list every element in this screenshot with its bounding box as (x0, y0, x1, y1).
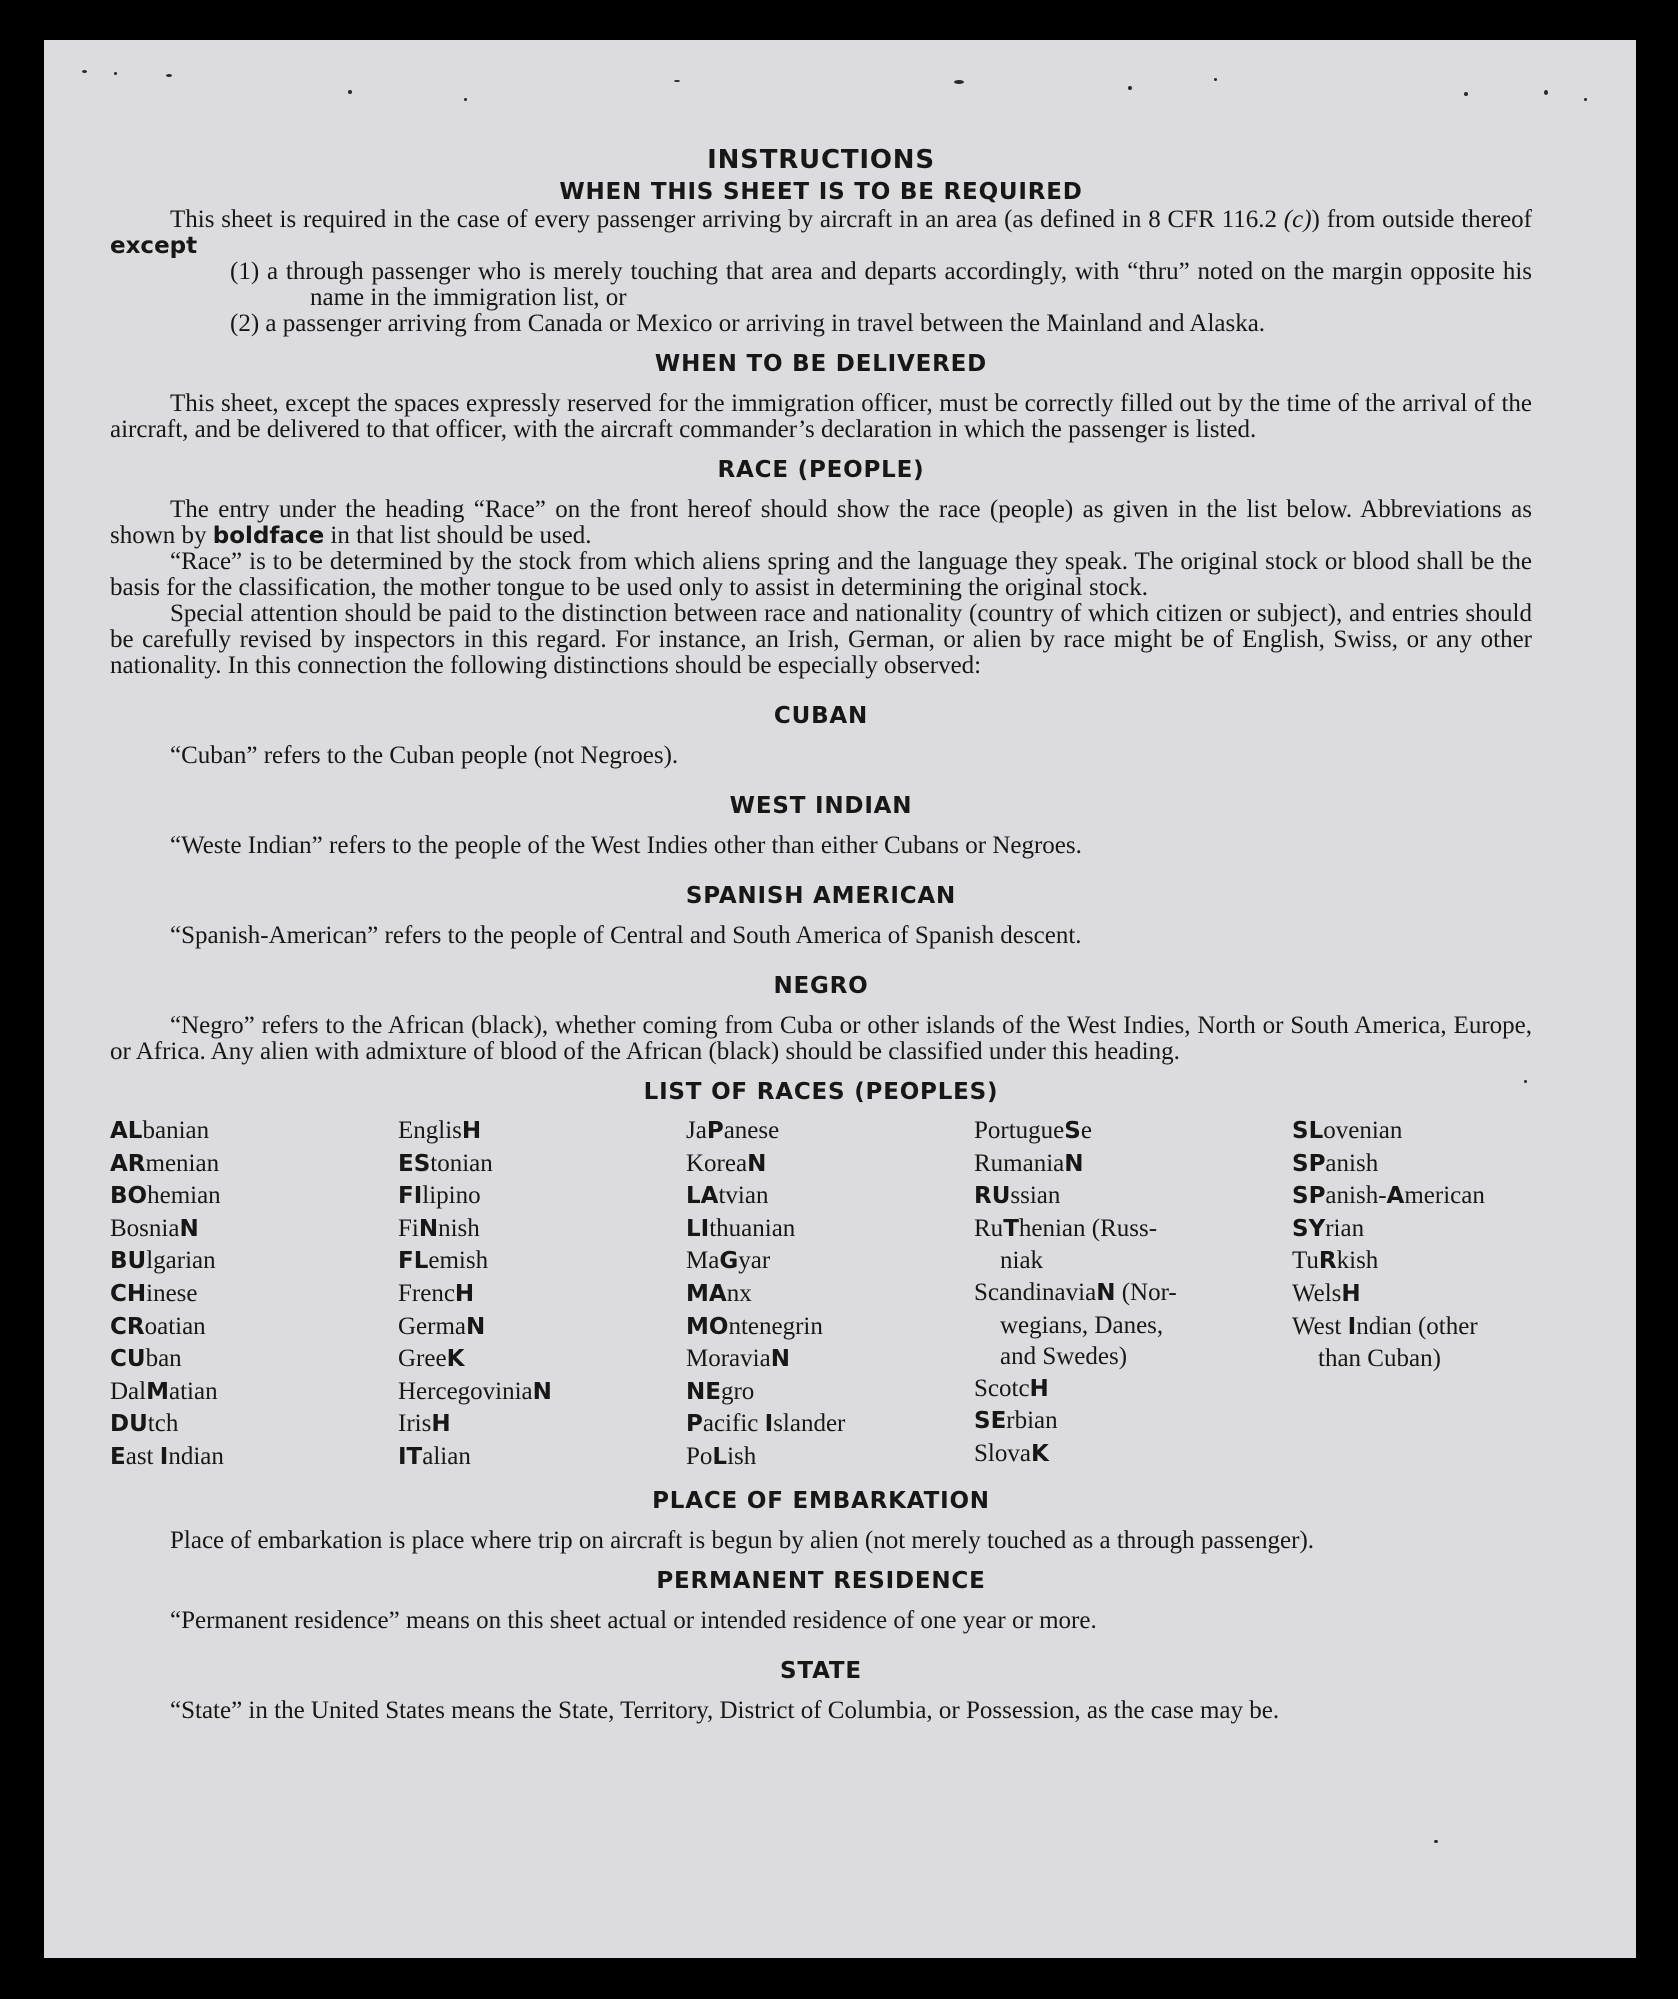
race-text: anish (1325, 1149, 1379, 1177)
race-entry (110, 1278, 398, 1311)
race-entry (398, 1376, 686, 1409)
race-abbreviation: E (110, 1443, 126, 1470)
race-abbreviation: P (686, 1411, 703, 1438)
race-text: inese (146, 1279, 198, 1307)
negro-heading: NEGRO (773, 973, 869, 999)
race-abbreviation: ES (398, 1150, 431, 1177)
instructions-title: INSTRUCTIONS (707, 145, 935, 175)
race-entry (110, 1376, 398, 1409)
race-continuation-text: and Swedes) (1000, 1343, 1128, 1371)
race-text: Hercegovinia (398, 1377, 533, 1405)
race-text: ovenian (1323, 1117, 1403, 1144)
race-entry (110, 1180, 398, 1213)
races-column-3 (686, 1115, 974, 1474)
race-text: henian (Russ- (1018, 1214, 1158, 1242)
race-text: gro (720, 1377, 755, 1405)
race-abbreviation: I (764, 1411, 774, 1438)
race-abbreviation: BO (110, 1183, 148, 1210)
race-abbreviation: LI (686, 1215, 710, 1242)
race-text: ndian (168, 1442, 224, 1470)
race-abbreviation: R (1318, 1248, 1337, 1275)
race-text: slander (773, 1410, 846, 1438)
boldface-emphasis: boldface (212, 523, 325, 549)
race-text: Fi (398, 1214, 419, 1242)
race-entry (1292, 1115, 1532, 1148)
race-entry (974, 1405, 1292, 1438)
race-entry (110, 1245, 398, 1278)
race-abbreviation: NE (686, 1378, 721, 1405)
race-text: Frenc (398, 1279, 455, 1307)
race-abbreviation: CH (110, 1280, 147, 1307)
race-paragraph-3: Special attention should be paid to the distinction between race and nationality (country of which citizen or subject), and entries should be carefully revised by inspectors in this regard. For instance, an Irish, German, or alien by race might be of English, Swiss, or any other nationality. In this connection the following distinctions should be especially observed: (110, 600, 1532, 679)
race-text: Tu (1292, 1247, 1319, 1275)
embarkation-heading: PLACE OF EMBARKATION (652, 1487, 990, 1514)
race-abbreviation: SP (1292, 1150, 1326, 1177)
races-column-4 (974, 1115, 1292, 1474)
race-abbreviation: K (1030, 1440, 1049, 1467)
race-abbreviation: SL (1292, 1118, 1324, 1144)
race-text: tch (147, 1410, 179, 1438)
race-abbreviation: FI (398, 1183, 423, 1210)
race-text: e (1080, 1117, 1092, 1144)
race-paragraph-2: “Race” is to be determined by the stock from which aliens spring and the language they speak. The original stock or blood shall be the basis for the classification, the mother tongue to be used only to assist in determining the original stock. (110, 548, 1532, 601)
race-abbreviation: SY (1292, 1215, 1326, 1242)
race-abbreviation: L (712, 1443, 728, 1470)
race-text: Moravia (686, 1345, 771, 1373)
race-entry (686, 1213, 974, 1246)
race-text: anish- (1325, 1182, 1387, 1210)
race-entry (1292, 1311, 1532, 1344)
race-abbreviation: H (431, 1411, 451, 1438)
race-entry (686, 1245, 974, 1278)
race-text: kish (1336, 1247, 1379, 1275)
race-entry (110, 1343, 398, 1376)
race-text: Dal (110, 1377, 147, 1405)
races-column-5 (1292, 1115, 1532, 1474)
instructions-content (110, 143, 1532, 1724)
race-entry (110, 1408, 398, 1441)
race-abbreviation: LA (686, 1183, 719, 1210)
state-heading: STATE (780, 1657, 862, 1684)
race-text: Germa (398, 1312, 467, 1340)
race-entry (398, 1213, 686, 1246)
race-entry (686, 1278, 974, 1311)
race-text: atian (169, 1377, 218, 1405)
race-text: Wels (1292, 1279, 1342, 1307)
race-entry (398, 1245, 686, 1278)
except-emphasis: except (110, 233, 198, 259)
race-text: hemian (147, 1182, 221, 1210)
race-text: nx (726, 1279, 752, 1307)
race-text: lgarian (146, 1247, 216, 1275)
race-abbreviation: N (747, 1150, 767, 1177)
race-abbreviation: IT (398, 1443, 423, 1470)
races-list-heading: LIST OF RACES (PEOPLES) (643, 1079, 999, 1105)
race-text: ntenegrin (728, 1312, 823, 1340)
race-continuation-text: than Cuban) (1318, 1345, 1441, 1373)
race-entry (686, 1180, 974, 1213)
race-entry (110, 1311, 398, 1344)
race-text: ish (727, 1442, 757, 1470)
race-abbreviation: N (770, 1346, 790, 1373)
race-continuation-text: niak (1000, 1247, 1044, 1275)
race-text: yar (738, 1247, 771, 1275)
race-text: oatian (144, 1312, 206, 1340)
race-entry (686, 1115, 974, 1148)
race-abbreviation: S (1064, 1118, 1081, 1144)
race-text: Korea (686, 1149, 748, 1177)
race-entry (398, 1311, 686, 1344)
west-indian-heading: WEST INDIAN (729, 793, 913, 819)
race-abbreviation: AR (110, 1150, 146, 1177)
spanish-american-text: “Spanish-American” refers to the people of Central and South America of Spanish descent. (170, 922, 1082, 949)
race-entry (1292, 1148, 1532, 1181)
permanent-residence-text: “Permanent residence” means on this sheet actual or intended residence of one year or more. (170, 1606, 1097, 1634)
race-abbreviation: N (1064, 1150, 1084, 1177)
west-indian-text: “Weste Indian” refers to the people of the West Indies other than either Cubans or Negroes. (170, 832, 1082, 859)
race-text: ban (145, 1345, 182, 1373)
race-entry (398, 1441, 686, 1474)
race-entry-continuation (974, 1341, 1292, 1373)
race-text: tonian (430, 1149, 493, 1177)
race-entry-continuation (974, 1245, 1292, 1277)
race-abbreviation: CR (110, 1313, 145, 1340)
race-abbreviation: N (1096, 1279, 1116, 1306)
race-entry (974, 1180, 1292, 1213)
race-abbreviation: N (179, 1215, 199, 1242)
race-abbreviation: A (1386, 1183, 1405, 1210)
race-text: acific (702, 1410, 765, 1438)
race-text: (Nor- (1115, 1278, 1177, 1306)
when-required-heading: WHEN THIS SHEET IS TO BE REQUIRED (559, 179, 1083, 205)
document-sheet (44, 40, 1636, 1958)
race-abbreviation: M (146, 1378, 169, 1405)
race-abbreviation: I (1347, 1313, 1357, 1340)
race-abbreviation: H (1029, 1375, 1049, 1402)
race-text: Slova (974, 1439, 1031, 1467)
race-abbreviation: K (446, 1346, 465, 1373)
race-entry (974, 1148, 1292, 1181)
race-text: emish (428, 1247, 489, 1275)
race-entry (974, 1277, 1292, 1310)
race-text: nish (438, 1214, 480, 1242)
race-text: Ma (686, 1247, 720, 1275)
race-abbreviation: I (159, 1443, 169, 1470)
race-entry (974, 1213, 1292, 1246)
race-entry (686, 1148, 974, 1181)
race-abbreviation: H (1341, 1280, 1361, 1307)
when-delivered-text: This sheet, except the spaces expressly reserved for the immigration officer, must be correctly filled out by the time of the arrival of the aircraft, and be delivered to that officer, with the aircraft commander’s declaration in which the passenger is listed. (110, 390, 1532, 443)
negro-text: “Negro” refers to the African (black), whether coming from Cuba or other islands of the West Indies, North or South America, Europe, or Africa. Any alien with admixture of blood of the African (black) should be classified under this heading. (110, 1012, 1532, 1065)
race-paragraph-1: The entry under the heading “Race” on the front hereof should show the race (people) as given in the list below. Abbreviations as shown by boldface in that list should be used. (110, 496, 1532, 549)
races-list (110, 1115, 1532, 1474)
race-text: ndian (other (1356, 1312, 1478, 1340)
race-text: Ja (686, 1117, 707, 1144)
races-column-1 (110, 1115, 398, 1474)
when-required-item-1: (1) a through passenger who is merely touching that area and departs accordingly, with “thru” noted on the margin opposite his name in the immigration list, or (230, 258, 1532, 311)
race-entry (974, 1373, 1292, 1406)
cuban-heading: CUBAN (773, 703, 869, 729)
race-abbreviation: H (461, 1118, 482, 1144)
race-text: Scandinavia (974, 1278, 1097, 1306)
race-text: Englis (398, 1117, 462, 1144)
race-abbreviation: AL (110, 1118, 143, 1144)
race-text: banian (142, 1117, 210, 1144)
race-text: tvian (718, 1182, 769, 1210)
race-entry-continuation (1292, 1343, 1532, 1375)
race-text: Portugue (974, 1117, 1065, 1144)
race-text: Scotc (974, 1374, 1030, 1402)
race-text: lipino (422, 1182, 481, 1210)
race-text: ssian (1010, 1182, 1061, 1210)
race-text: rian (1325, 1214, 1365, 1242)
race-entry (974, 1438, 1292, 1471)
race-abbreviation: MO (686, 1313, 729, 1340)
race-entry (686, 1343, 974, 1376)
race-entry (110, 1441, 398, 1474)
race-entry (686, 1408, 974, 1441)
races-column-2 (398, 1115, 686, 1474)
race-entry (110, 1148, 398, 1181)
race-entry (398, 1115, 686, 1148)
race-entry-continuation (974, 1310, 1292, 1342)
state-text: “State” in the United States means the State, Territory, District of Columbia, or Possession, as the case may be. (170, 1696, 1280, 1724)
race-abbreviation: CU (110, 1346, 146, 1373)
race-text: Bosnia (110, 1214, 180, 1242)
race-entry (398, 1343, 686, 1376)
race-entry (1292, 1245, 1532, 1278)
race-text: alian (422, 1442, 471, 1470)
spanish-american-heading: SPANISH AMERICAN (685, 883, 957, 909)
race-entry (686, 1311, 974, 1344)
race-abbreviation: P (706, 1118, 724, 1144)
race-abbreviation: H (454, 1280, 475, 1307)
race-text: Rumania (974, 1149, 1065, 1177)
race-abbreviation: RU (974, 1183, 1011, 1210)
race-text: Po (686, 1442, 713, 1470)
race-text: merican (1404, 1182, 1485, 1210)
race-entry (1292, 1180, 1532, 1213)
race-entry (398, 1180, 686, 1213)
race-abbreviation: SP (1292, 1183, 1326, 1210)
race-entry (1292, 1278, 1532, 1311)
race-abbreviation: N (418, 1215, 439, 1242)
race-entry (110, 1115, 398, 1148)
race-entry (398, 1408, 686, 1441)
race-abbreviation: N (532, 1378, 552, 1405)
race-text: ast (125, 1442, 160, 1470)
race-abbreviation: G (719, 1248, 739, 1275)
when-delivered-heading: WHEN TO BE DELIVERED (654, 351, 988, 377)
race-abbreviation: SE (974, 1408, 1007, 1435)
race-entry (1292, 1213, 1532, 1246)
cuban-text: “Cuban” refers to the Cuban people (not Negroes). (170, 742, 679, 769)
race-entry (974, 1115, 1292, 1148)
race-text: rbian (1006, 1407, 1058, 1435)
when-required-item-2: (2) a passenger arriving from Canada or Mexico or arriving in travel between the Mainland and Alaska. (230, 310, 1266, 337)
race-text: menian (145, 1149, 220, 1177)
race-text: anese (723, 1117, 780, 1144)
race-abbreviation: MA (686, 1280, 727, 1307)
race-continuation-text: wegians, Danes, (1000, 1311, 1164, 1339)
race-abbreviation: FL (398, 1248, 429, 1275)
race-text: thuanian (709, 1214, 796, 1242)
permanent-residence-heading: PERMANENT RESIDENCE (656, 1567, 986, 1594)
race-abbreviation: T (1003, 1215, 1019, 1242)
race-entry (398, 1278, 686, 1311)
race-abbreviation: DU (110, 1411, 148, 1438)
race-entry (398, 1148, 686, 1181)
race-text: Ru (974, 1214, 1004, 1242)
race-abbreviation: BU (110, 1248, 147, 1275)
when-required-intro: This sheet is required in the case of every passenger arriving by aircraft in an area (as defined in 8 CFR 116.2 (c)) from outside thereof except (110, 206, 1532, 259)
race-text: West (1292, 1312, 1348, 1340)
race-entry (110, 1213, 398, 1246)
race-abbreviation: N (466, 1313, 486, 1340)
race-text: Gree (398, 1345, 447, 1373)
race-entry (686, 1376, 974, 1409)
race-text: Iris (398, 1410, 432, 1438)
race-entry (686, 1441, 974, 1474)
race-heading: RACE (PEOPLE) (717, 457, 925, 483)
embarkation-text: Place of embarkation is place where trip on aircraft is begun by alien (not merely touched as a through passenger). (170, 1526, 1315, 1554)
